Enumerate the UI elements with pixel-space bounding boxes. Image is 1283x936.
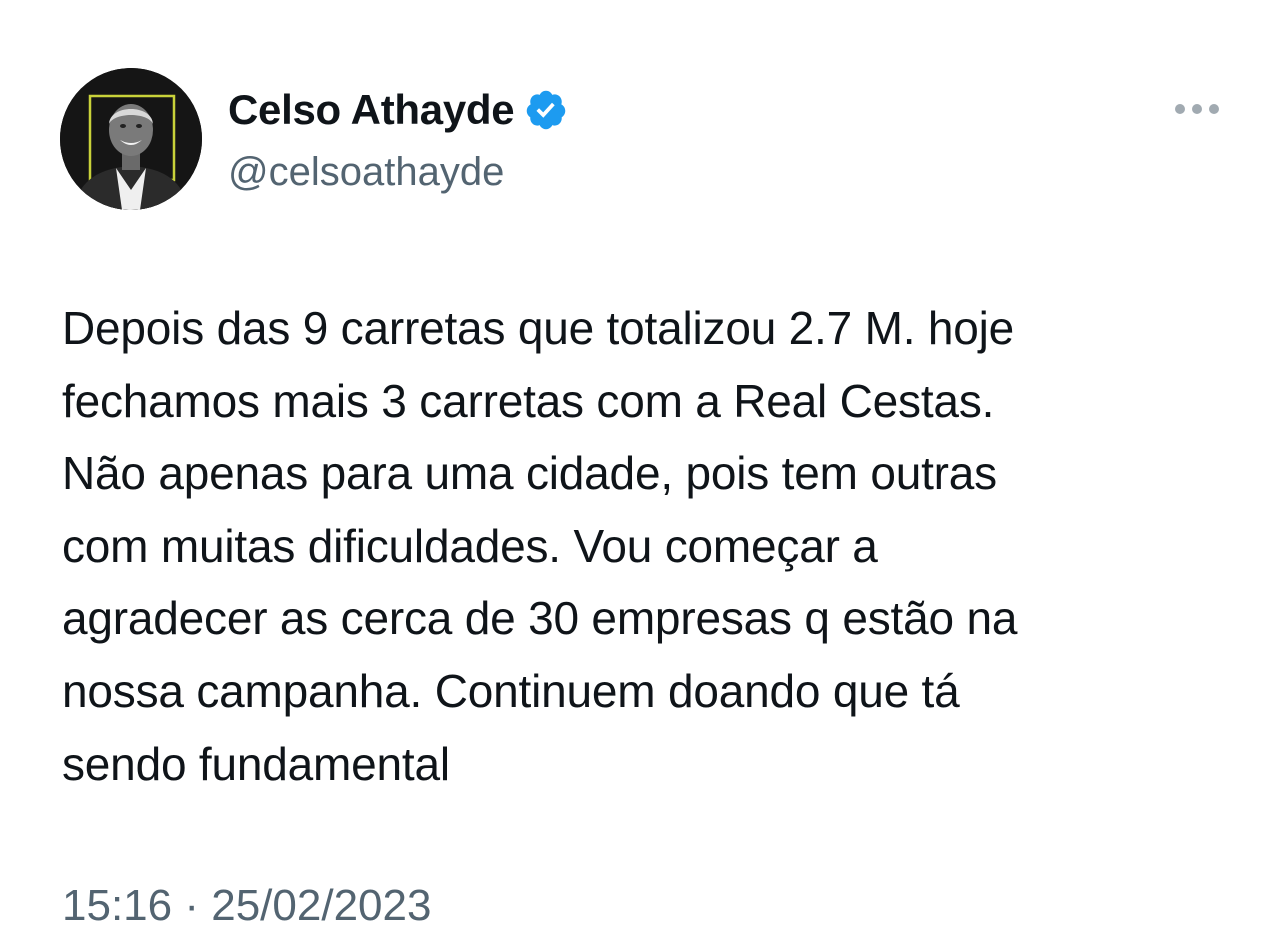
- avatar-photo: [60, 68, 202, 210]
- timestamp-separator: ·: [184, 881, 199, 930]
- name-row: [228, 82, 568, 138]
- avatar[interactable]: [60, 68, 202, 210]
- timestamp[interactable]: [62, 876, 431, 936]
- tweet-date: 25/02/2023: [211, 881, 432, 930]
- verified-badge-icon: [524, 88, 568, 132]
- more-options-icon[interactable]: [1170, 92, 1224, 126]
- tweet-text: Depois das 9 carretas que totalizou 2.7 M. hoje fechamos mais 3 carretas com a Real Cestas. Não apenas para uma cidade, pois tem outras com muitas dificuldades. Vou começar a agradecer as cerca de 30 empresas q estão na nossa campanha. Continuem doando que tá sendo fundamental: [62, 302, 1018, 790]
- tweet-time: 15:16: [62, 881, 173, 930]
- display-name[interactable]: Celso Athayde: [228, 86, 515, 133]
- author-block: [228, 82, 568, 198]
- handle[interactable]: @celsoathayde: [228, 150, 505, 194]
